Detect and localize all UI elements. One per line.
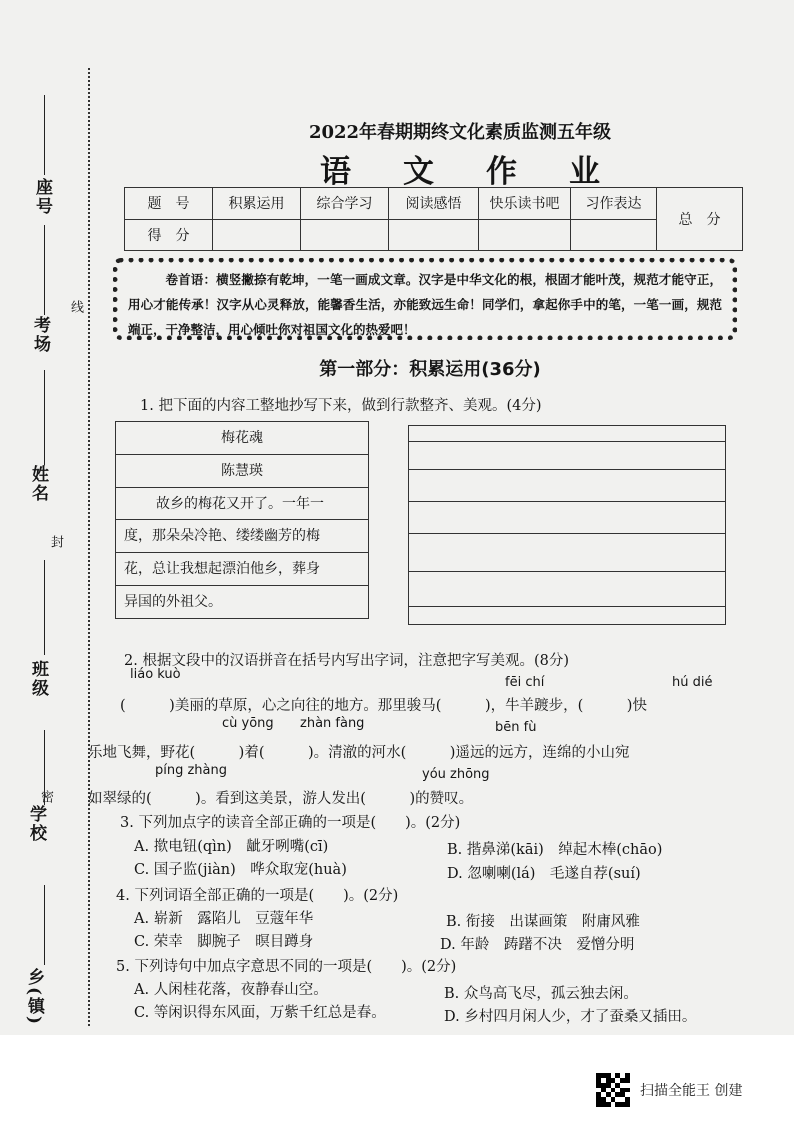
option-d[interactable]: D. 乡村四月闲人少，才了蚕桑又插田。 (444, 1009, 697, 1025)
name-label: 姓名 (28, 465, 48, 503)
writing-line (409, 441, 725, 442)
writing-line (409, 606, 725, 607)
copy-line: 花，总让我想起漂泊他乡，葬身 (116, 553, 368, 586)
option-d[interactable]: D. 忽喇喇(lá) 毛遂自荐(suí) (447, 866, 641, 882)
section-title: 第一部分：积累运用(36分) (319, 359, 541, 380)
copy-line: 故乡的梅花又开了。一年一 (116, 488, 368, 521)
copy-source-box (115, 421, 369, 619)
binding-mark-secret: 密 (38, 790, 53, 803)
name-field-line (44, 370, 45, 465)
score-row-label: 得 分 (125, 219, 213, 251)
option-b[interactable]: B. 揩鼻涕(kāi) 绰起木棒(chāo) (447, 842, 663, 858)
pinyin: cù yōng (222, 716, 274, 731)
subject-char: 文 (403, 154, 434, 190)
pinyin: píng zhàng (155, 763, 228, 778)
pinyin: bēn fù (495, 720, 537, 735)
writing-line (409, 533, 725, 534)
writing-line (409, 501, 725, 502)
binding-mark-line: 线 (68, 300, 83, 313)
pinyin: hú dié (672, 675, 713, 690)
score-input-cell[interactable] (571, 219, 657, 251)
subject-title (320, 146, 600, 191)
pinyin: fēi chí (505, 675, 545, 690)
question-4: 4. 下列词语全部正确的一项是( )。(2分) (116, 888, 399, 904)
school-label: 学校 (26, 805, 46, 843)
town-field-line (44, 885, 45, 965)
passage-line-1[interactable]: ( )美丽的草原，心之向往的地方。那里骏马( )，牛羊踱步，( )快 (120, 698, 647, 714)
room-field-line (44, 225, 45, 315)
seat-label: 座号 (32, 178, 52, 216)
scanner-watermark (596, 1073, 742, 1107)
score-header-cell: 综合学习 (301, 188, 389, 220)
score-table-header-row (125, 188, 743, 220)
question-5: 5. 下列诗句中加点字意思不同的一项是( )。(2分) (116, 959, 457, 975)
class-field-line (44, 560, 45, 655)
question-1: 1. 把下面的内容工整地抄写下来，做到行款整齐、美观。(4分) (140, 398, 542, 414)
writing-line (409, 469, 725, 470)
copy-line: 梅花魂 (116, 422, 368, 455)
pinyin: yóu zhōng (422, 767, 490, 782)
copy-line: 异国的外祖父。 (124, 593, 222, 610)
option-a[interactable]: A. 崭新 露陷儿 豆蔻年华 (134, 911, 314, 927)
score-input-cell[interactable] (389, 219, 479, 251)
score-input-cell[interactable] (479, 219, 571, 251)
score-table-score-row (125, 219, 743, 251)
binding-mark-seal: 封 (48, 535, 63, 548)
copy-line: 陈慧瑛 (116, 455, 368, 488)
subject-char: 语 (320, 154, 351, 190)
option-c[interactable]: C. 等闲识得东风面，万紫千红总是春。 (134, 1005, 386, 1021)
passage-line-3[interactable]: 如翠绿的( )。看到这美景，游人发出( )的赞叹。 (88, 791, 474, 807)
score-header-cell: 快乐读书吧 (479, 188, 571, 220)
writing-line (409, 571, 725, 572)
room-label: 考场 (30, 316, 50, 354)
scanner-text: 扫描全能王 创建 (640, 1083, 743, 1099)
score-header-cell: 积累运用 (213, 188, 301, 220)
option-c[interactable]: C. 国子监(jiàn) 哗众取宠(huà) (134, 862, 347, 878)
passage-line-2[interactable]: 乐地飞舞，野花( )着( )。清澈的河水( )遥远的远方，连绵的小山宛 (88, 745, 630, 761)
subject-char: 业 (569, 154, 600, 190)
copy-writing-area[interactable] (408, 425, 726, 625)
pinyin: zhàn fàng (300, 716, 365, 731)
option-a[interactable]: A. 揿电钮(qìn) 龇牙咧嘴(cī) (134, 839, 329, 855)
subject-char: 作 (486, 154, 517, 190)
qr-code-icon (596, 1073, 630, 1107)
question-3: 3. 下列加点字的读音全部正确的一项是( )。(2分) (120, 815, 461, 831)
exam-title: 2022年春期期终文化素质监测五年级 (308, 122, 612, 143)
pinyin: liáo kuò (130, 667, 181, 682)
score-table (124, 187, 743, 251)
score-header-cell: 习作表达 (571, 188, 657, 220)
copy-line: 度，那朵朵冷艳、缕缕幽芳的梅 (116, 520, 368, 553)
option-a[interactable]: A. 人闲桂花落，夜静春山空。 (134, 982, 328, 998)
option-c[interactable]: C. 荣幸 脚腕子 暝目蹲身 (134, 934, 314, 950)
score-input-cell[interactable] (213, 219, 301, 251)
score-input-cell[interactable] (301, 219, 389, 251)
total-score-cell: 总 分 (657, 188, 743, 251)
school-field-line (44, 730, 45, 805)
preface-box: 卷首语：横竖撇捺有乾坤，一笔一画成文章。汉字是中华文化的根，根固才能叶茂，规范才能守正，用心才能传承！汉字从心灵释放，能馨香生活，亦能致远生命！同学们，拿起你手中的笔，一笔一画，规范端正，干净整洁，用心倾吐你对祖国文化的热爱吧！ (113, 258, 737, 340)
option-d[interactable]: D. 年龄 踌躇不决 爱憎分明 (440, 937, 635, 953)
binding-dotted-line (88, 68, 90, 1026)
seat-field-line (44, 95, 45, 175)
score-header-cell: 题 号 (125, 188, 213, 220)
question-2: 2. 根据文段中的汉语拼音在括号内写出字词，注意把字写美观。(8分) (124, 653, 569, 669)
option-b[interactable]: B. 众鸟高飞尽，孤云独去闲。 (444, 986, 638, 1002)
town-label: 乡(镇) (24, 968, 44, 1027)
option-b[interactable]: B. 衔接 出谋画策 附庸风雅 (446, 914, 640, 930)
score-header-cell: 阅读感悟 (389, 188, 479, 220)
class-label: 班级 (28, 660, 48, 698)
